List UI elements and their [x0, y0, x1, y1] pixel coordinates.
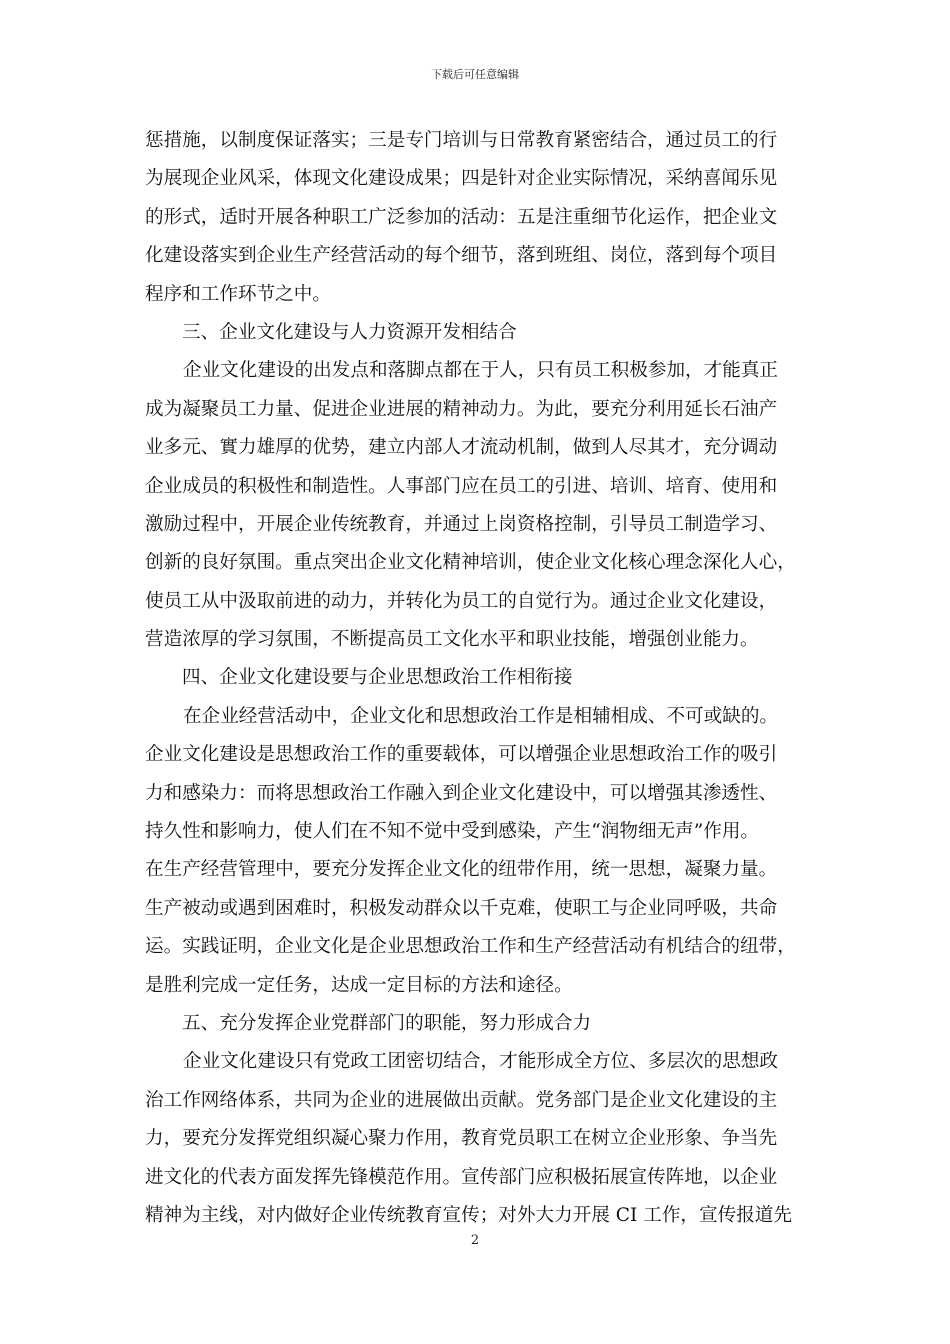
- paragraph-line: 生产被动或遇到困难时，积极发动群众以千克难，使职工与企业同呼吸，共命: [145, 897, 778, 919]
- paragraph-line: 是胜利完成一定任务，达成一定目标的方法和途径。: [145, 974, 573, 996]
- paragraph-line: 营造浓厚的学习氛围，不断提高员工文化水平和职业技能，增强创业能力。: [145, 629, 759, 651]
- paragraph-line: 激励过程中，开展企业传统教育，并通过上岗资格控制，引导员工制造学习、: [145, 513, 778, 535]
- paragraph-line: 企业成员的积极性和制造性。人事部门应在员工的引进、培训、培育、使用和: [145, 475, 778, 497]
- page-number: 2: [470, 1233, 480, 1248]
- paragraph-line: 力和感染力：而将思想政治工作融入到企业文化建设中，可以增强其渗透性、: [145, 782, 778, 804]
- page-header: 下载后可任意编辑: [431, 68, 519, 81]
- paragraph-line: 惩措施，以制度保证落实；三是专门培训与日常教育紧密结合，通过员工的行: [145, 130, 778, 151]
- paragraph-line: 在企业经营活动中，企业文化和思想政治工作是相辅相成、不可或缺的。: [183, 705, 779, 727]
- section-heading-4: 四、企业文化建设要与企业思想政治工作相衔接: [182, 667, 573, 689]
- paragraph-line: 使员工从中汲取前进的动力，并转化为员工的自觉行为。通过企业文化建设，: [145, 590, 778, 612]
- paragraph-line: 运。实践证明，企业文化是企业思想政治工作和生产经营活动有机结合的纽带，: [145, 936, 796, 958]
- paragraph-line: 化建设落实到企业生产经营活动的每个细节，落到班组、岗位，落到每个项目: [145, 245, 778, 267]
- paragraph-line: 持久性和影响力，使人们在不知不觉中受到感染，产生“润物细无声”作用。: [145, 821, 760, 843]
- paragraph-line: 程序和工作环节之中。: [145, 283, 331, 305]
- paragraph-line: 进文化的代表方面发挥先锋模范作用。宣传部门应积极拓展宣传阵地，以企业: [145, 1166, 778, 1188]
- paragraph-line: 精神为主线，对内做好企业传统教育宣传；对外大力开展 CI 工作，宣传报道先: [145, 1204, 792, 1226]
- paragraph-line: 成为凝聚员工力量、促进企业进展的精神动力。为此，要充分利用延长石油产: [145, 398, 778, 420]
- paragraph-line: 的形式，适时开展各种职工广泛参加的活动：五是注重细节化运作，把企业文: [145, 206, 778, 228]
- section-heading-5: 五、充分发挥企业党群部门的职能，努力形成合力: [182, 1012, 592, 1034]
- paragraph-line: 企业文化建设的出发点和落脚点都在于人，只有员工积极参加，才能真正: [183, 360, 779, 382]
- paragraph-line: 创新的良好氛围。重点突出企业文化精神培训，使企业文化核心理念深化人心，: [145, 552, 796, 574]
- paragraph-line: 企业文化建设只有党政工团密切结合，才能形成全方位、多层次的思想政: [183, 1051, 779, 1073]
- paragraph-line: 治工作网络体系，共同为企业的进展做出贡献。党务部门是企业文化建设的主: [145, 1089, 778, 1111]
- paragraph-line: 力，要充分发挥党组织凝心聚力作用，教育党员职工在树立企业形象、争当先: [145, 1128, 778, 1150]
- paragraph-line: 企业文化建设是思想政治工作的重要载体，可以增强企业思想政治工作的吸引: [145, 744, 778, 766]
- paragraph-line: 业多元、實力雄厚的优势，建立内部人才流动机制，做到人尽其才，充分调动: [145, 437, 778, 459]
- document-body: [145, 122, 825, 1235]
- paragraph-line: 在生产经营管理中，要充分发挥企业文化的纽带作用，统一思想，凝聚力量。: [145, 859, 778, 881]
- paragraph-line: 为展现企业风采，体现文化建设成果；四是针对企业实际情况，采纳喜闻乐见: [145, 168, 778, 190]
- section-heading-3: 三、企业文化建设与人力资源开发相结合: [182, 321, 517, 343]
